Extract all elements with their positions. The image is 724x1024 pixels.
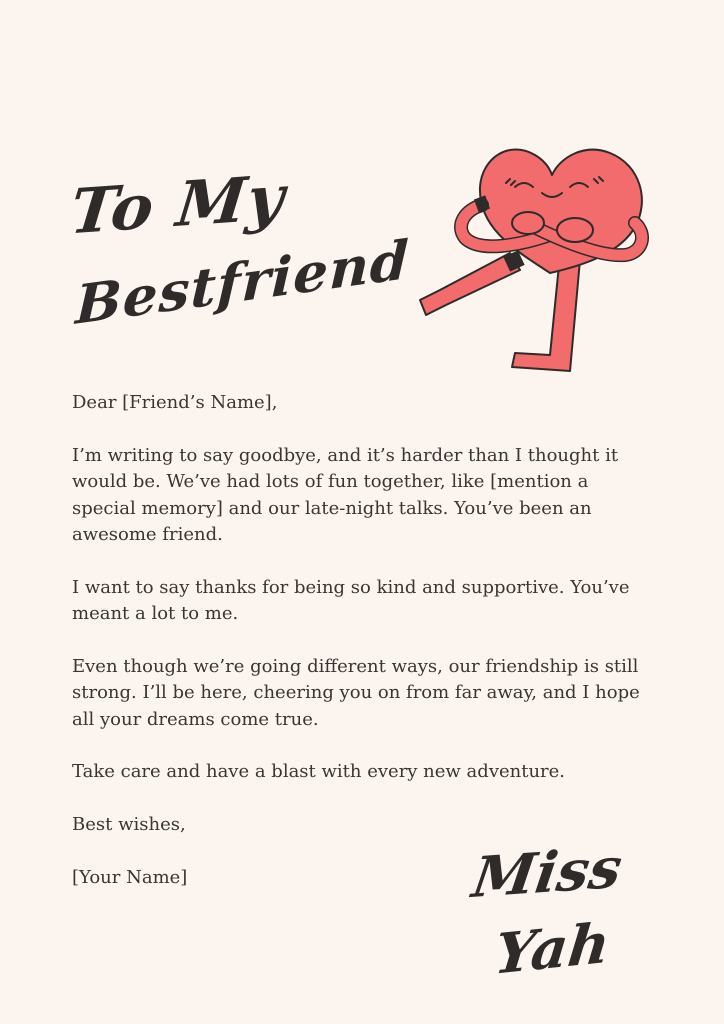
- heart-character-icon: [410, 135, 660, 385]
- signature: [460, 830, 660, 1000]
- letter-body: [72, 390, 657, 892]
- letter-paragraph-4: Take care and have a blast with every new adventure.: [72, 761, 566, 782]
- letter-paragraph-2: I want to say thanks for being so kind and supportive. You’ve meant a lot to me.: [72, 576, 630, 624]
- signature-line-2: Yah: [491, 910, 614, 988]
- letter-paragraph-1: I’m writing to say goodbye, and it’s harder than I thought it would be. We’ve had lots of fun together, like [mention a special memory] and our late-night talks. You’ve been an awesome friend.: [72, 444, 619, 545]
- letter-paragraph-3: Even though we’re going different ways, our friendship is still strong. I’ll be here, cheering you on from far away, and I hope all your dreams come true.: [72, 655, 640, 730]
- title-line-to-my: To My: [67, 160, 289, 249]
- letter-title: [67, 150, 411, 350]
- letter-sender-name: [Your Name]: [72, 867, 188, 888]
- title-line-bestfriend: Bestfriend: [74, 227, 411, 337]
- letter-salutation: Dear [Friend’s Name],: [72, 392, 278, 413]
- letter-closing: Best wishes,: [72, 813, 186, 835]
- signature-line-1: Miss: [468, 834, 626, 912]
